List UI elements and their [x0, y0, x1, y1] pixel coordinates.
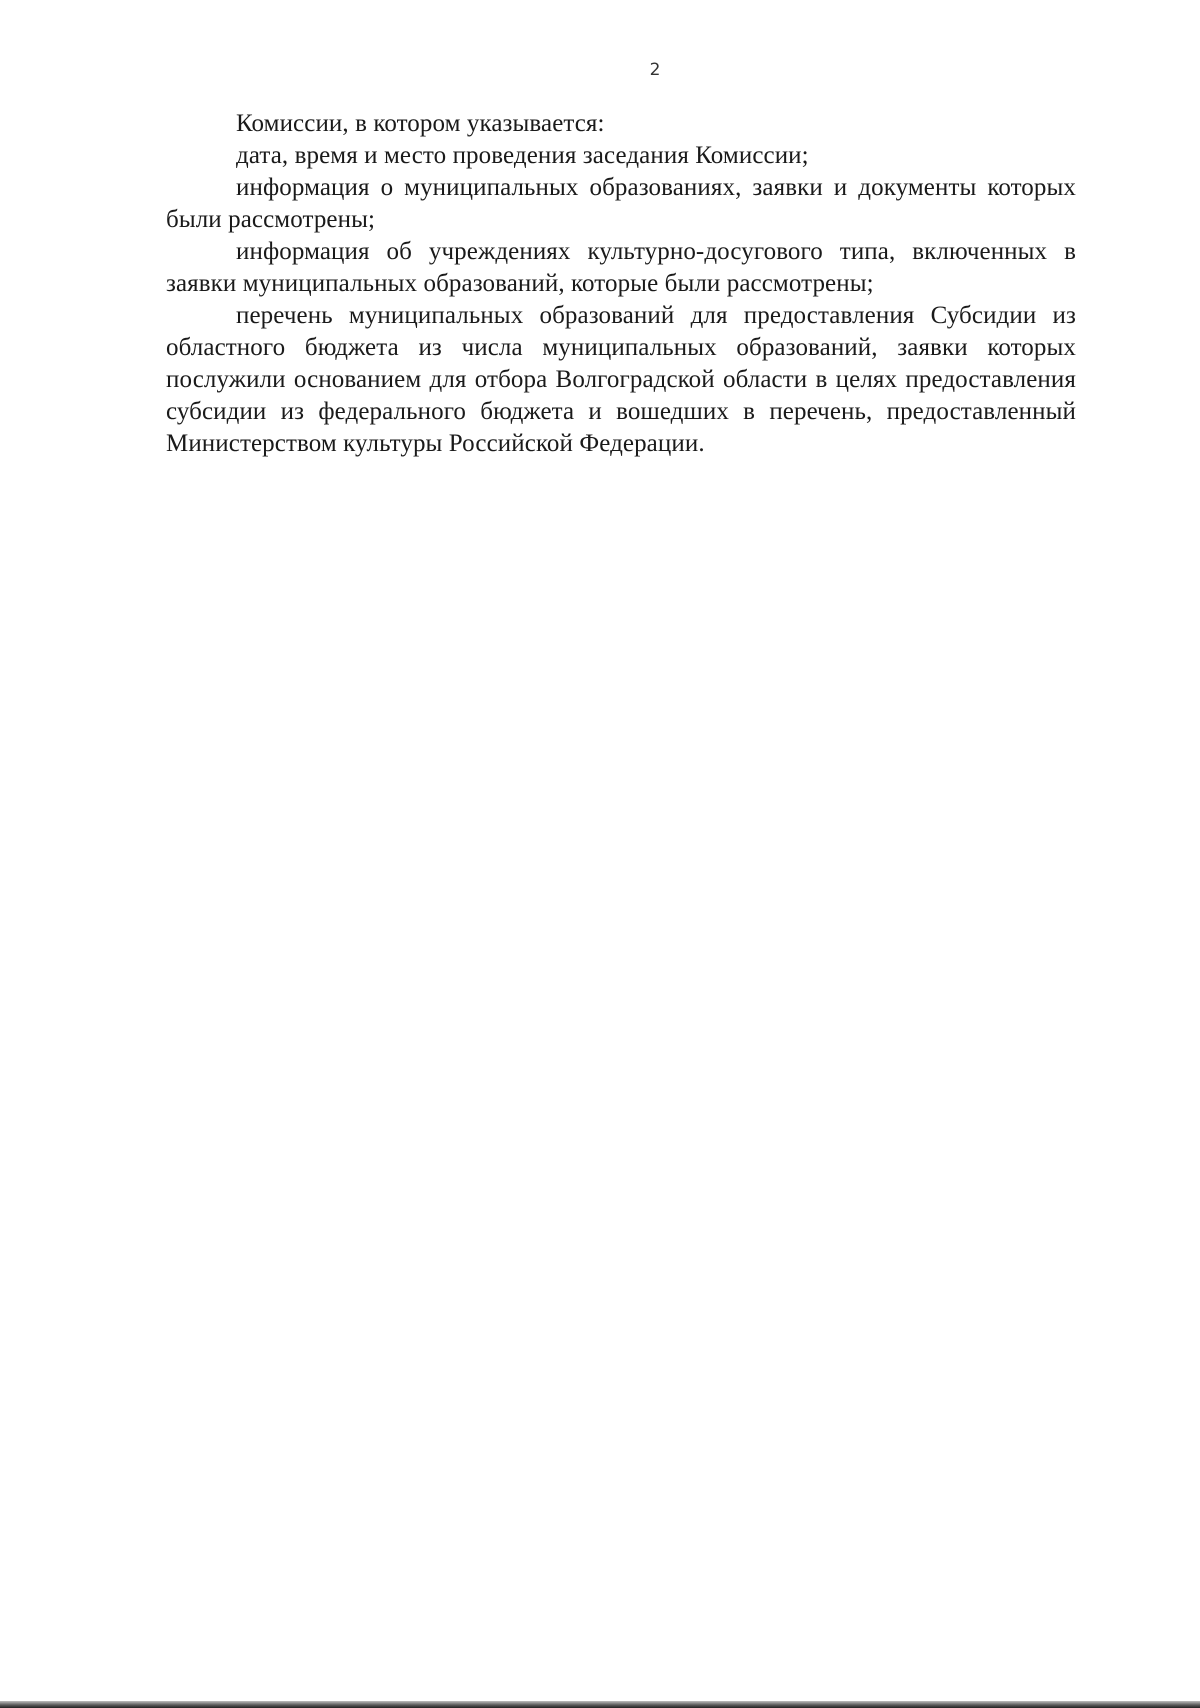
document-body	[166, 108, 1076, 460]
paragraph-meeting-details: дата, время и место проведения заседания Комиссии;	[236, 142, 809, 169]
paragraph-subsidy-list: перечень муниципальных образований для предоставления Субсидии из областного бюджета из числа муниципальных образований, заявки которых послужили основанием для отбора Волгоградской области в целях предоставления субсидии из федерального бюджета и вошедших в перечень, предоставленный Министерством культуры Российской Федерации.	[166, 302, 1076, 457]
paragraph-institutions-info: информация об учреждениях культурно-досугового типа, включенных в заявки муниципальных образований, которые были рассмотрены;	[166, 238, 1076, 297]
paragraph-commission-intro: Комиссии, в котором указывается:	[236, 110, 605, 137]
scan-bottom-edge	[0, 1701, 1200, 1708]
page-number: 2	[649, 60, 661, 80]
paragraph-municipal-info: информация о муниципальных образованиях, заявки и документы которых были рассмотрены;	[166, 174, 1076, 233]
